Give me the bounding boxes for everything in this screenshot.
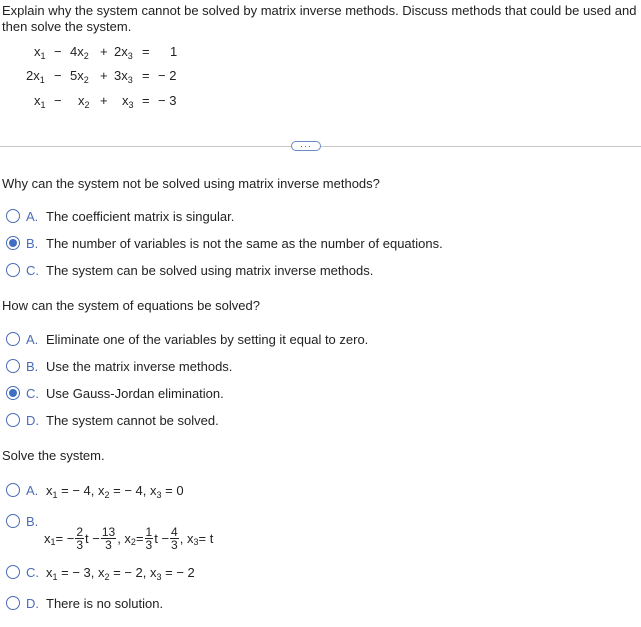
option-letter: D. [26,595,39,611]
radio-unselected-icon[interactable] [6,263,20,277]
q3-option-b[interactable] [6,512,306,552]
radio-selected-icon[interactable] [6,386,20,400]
option-letter: A. [26,331,39,347]
radio-unselected-icon[interactable] [6,514,20,528]
q2-option-c[interactable] [6,384,224,402]
q3-option-a[interactable] [6,481,184,499]
q2-option-b[interactable] [6,357,232,375]
q1-option-c[interactable] [6,261,373,279]
equation-row-2: $2x_1$ − $5x_2$ + $3x_3$ = − 2 [26,68,177,85]
option-letter: D. [26,412,39,428]
option-text: The coefficient matrix is singular. [46,208,235,224]
q3-option-c[interactable] [6,563,195,581]
radio-unselected-icon[interactable] [6,483,20,497]
option-text: The system cannot be solved. [46,412,219,428]
option-letter: C. [26,385,39,401]
question-2-text: How can the system of equations be solved? [2,298,260,313]
radio-unselected-icon[interactable] [6,596,20,610]
radio-selected-icon[interactable] [6,236,20,250]
option-math: x 1 = − $\frac{2}{3}$ t − $\frac{13}{3}$ , x 2 = $\frac{1}{3}$ t − $\frac{4}{3}$ , x 3 = t [44,525,214,552]
q1-option-a[interactable] [6,207,234,225]
radio-unselected-icon[interactable] [6,413,20,427]
option-letter: C. [26,564,39,580]
radio-unselected-icon[interactable] [6,332,20,346]
option-letter: B. [26,235,39,251]
expand-more-button[interactable]: ··· [291,141,321,151]
q1-option-b[interactable] [6,234,443,252]
equation-row-1: $x_1$ − $4x_2$ + $2x_3$ = 1 [34,44,178,61]
option-text: The number of variables is not the same as the number of equations. [46,235,443,251]
radio-unselected-icon[interactable] [6,359,20,373]
option-math: $x_1$ = − 3, $x_2$ = − 2, $x_3$ = − 2 [46,564,195,582]
option-math: $x_1$ = − 4, $x_2$ = − 4, $x_3 = 0$ [46,482,184,500]
option-text: The system can be solved using matrix inverse methods. [46,262,374,278]
q2-option-a[interactable] [6,330,368,348]
option-letter: A. [26,482,39,498]
option-text: There is no solution. [46,595,164,611]
question-1-text: Why can the system not be solved using matrix inverse methods? [2,176,380,191]
question-3-text: Solve the system. [2,448,105,463]
problem-prompt [2,3,638,35]
option-text: Use the matrix inverse methods. [46,358,233,374]
option-letter: A. [26,208,39,224]
prompt-line-2: then solve the system. [2,19,132,34]
option-letter: C. [26,262,39,278]
q3-option-d[interactable] [6,594,163,612]
option-letter: B. [26,358,39,374]
equation-row-3: $x_1$ − $x_2$ + $x_3$ = − 3 [34,93,177,110]
option-text: Use Gauss-Jordan elimination. [46,385,224,401]
option-letter: B. [26,514,39,529]
radio-unselected-icon[interactable] [6,565,20,579]
prompt-line-1: Explain why the system cannot be solved by matrix inverse methods. Discuss methods that could be used and [2,3,637,18]
option-text: Eliminate one of the variables by setting it equal to zero. [46,331,369,347]
q2-option-d[interactable] [6,411,219,429]
radio-unselected-icon[interactable] [6,209,20,223]
